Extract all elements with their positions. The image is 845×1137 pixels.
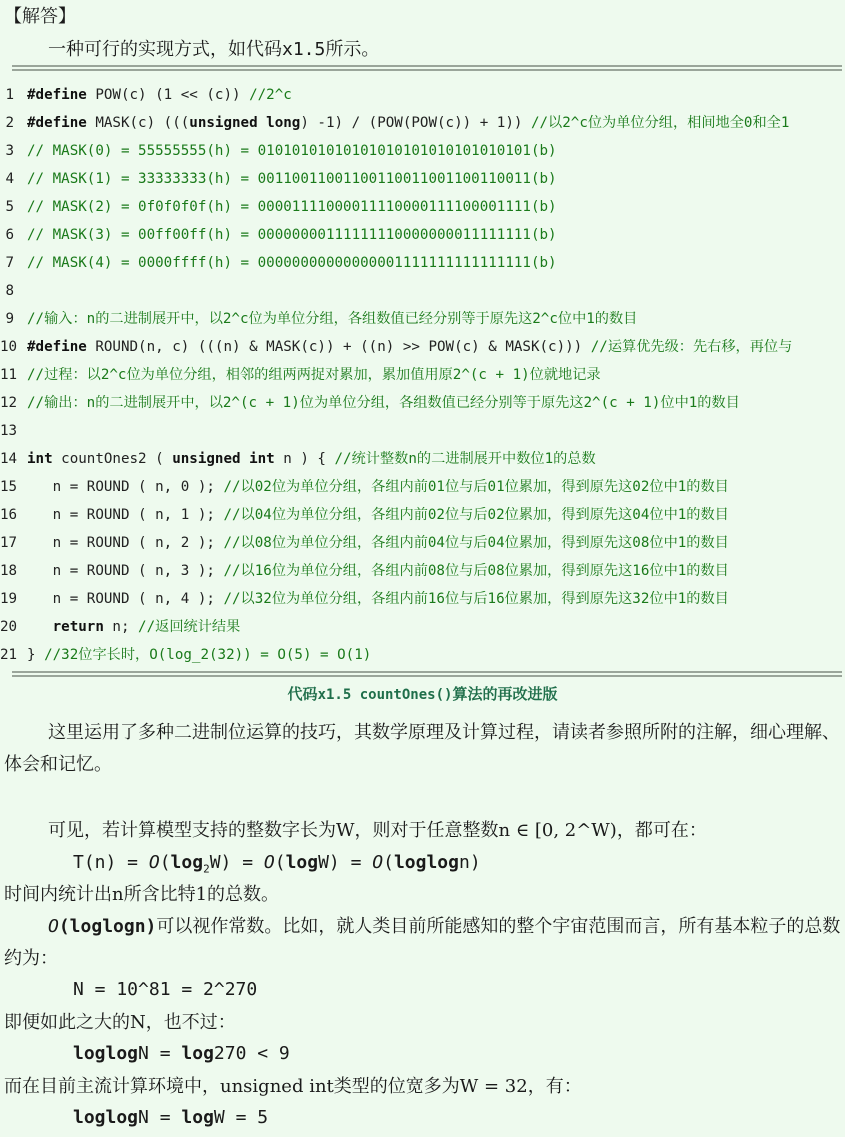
paragraph-6: 而在目前主流计算环境中，unsigned int类型的位宽多为W = 32，有： <box>4 1076 582 1097</box>
paragraph-2: 可见，若计算模型支持的整数字长为W，则对于任意整数n ∈ [0, 2^W)，都可在： <box>48 820 707 841</box>
line-number: 14 <box>0 451 18 467</box>
code-line <box>0 389 845 417</box>
line-number: 8 <box>5 283 14 299</box>
code-text: // MASK(1) = 33333333(h) = 00110011001100110011001100110011(b) <box>27 171 557 187</box>
formula-4: loglogN = logW = 5 <box>73 1107 269 1128</box>
code-line <box>0 221 845 249</box>
code-text: //输出：n的二进制展开中，以2^(c + 1)位为单位分组，各组数值已经分别等于原先这2^(c + 1)位中1的数目 <box>27 395 740 411</box>
code-line <box>0 305 845 333</box>
code-line <box>0 193 845 221</box>
caption-post: 算法的再改进版 <box>452 685 558 703</box>
intro-text <box>48 37 379 63</box>
line-number: 16 <box>0 507 18 523</box>
code-line <box>0 501 845 529</box>
code-line <box>0 613 845 641</box>
line-number: 15 <box>0 479 18 495</box>
line-number: 6 <box>5 227 14 243</box>
code-line <box>0 361 845 389</box>
code-text: return n; //返回统计结果 <box>52 619 241 635</box>
line-number: 20 <box>0 619 18 635</box>
code-text: // MASK(2) = 0f0f0f0f(h) = 00001111000011110000111100001111(b) <box>27 199 557 215</box>
line-number: 4 <box>5 171 14 187</box>
code-text: n = ROUND ( n, 1 ); //以04位为单位分组，各组内前02位与后02位累加，得到原先这04位中1的数目 <box>27 507 729 523</box>
code-text: #define POW(c) (1 << (c)) //2^c <box>27 87 292 103</box>
answer-heading: 【解答】 <box>4 6 76 27</box>
paragraph-5: 即便如此之大的N，也不过： <box>4 1012 236 1033</box>
code-text: // MASK(0) = 55555555(h) = 01010101010101010101010101010101(b) <box>27 143 557 159</box>
intro-code-ref: x1.5 <box>282 39 326 60</box>
code-line <box>0 417 845 445</box>
code-text: n = ROUND ( n, 2 ); //以08位为单位分组，各组内前04位与后04位累加，得到原先这08位中1的数目 <box>27 535 729 551</box>
formula-1: $T(n) = O(\log_2W) = O(\log W) = O(loglogn)$ <box>73 852 481 876</box>
intro-post: 所示。 <box>325 39 380 60</box>
code-line <box>0 529 845 557</box>
code-line <box>0 473 845 501</box>
paragraph-3: 时间内统计出n所含比特1的总数。 <box>4 884 280 905</box>
code-text: n = ROUND ( n, 0 ); //以02位为单位分组，各组内前01位与后01位累加，得到原先这02位中1的数目 <box>27 479 729 495</box>
caption-pre: 代码 <box>287 685 318 703</box>
line-number: 5 <box>5 199 14 215</box>
code-line <box>0 165 845 193</box>
code-line <box>0 333 845 361</box>
code-text: n = ROUND ( n, 4 ); //以32位为单位分组，各组内前16位与后16位累加，得到原先这32位中1的数目 <box>27 591 729 607</box>
code-listing <box>0 81 845 669</box>
code-text: int countOnes2 ( unsigned int n ) { //统计整数n的二进制展开中数位1的总数 <box>27 451 596 467</box>
paragraph-4: O(loglogn)可以视作常数。比如，就人类目前所能感知的整个宇宙范围而言，所有基本粒子的总数约为： <box>4 916 841 969</box>
line-number: 7 <box>5 255 14 271</box>
line-number: 3 <box>5 143 14 159</box>
code-text: // MASK(4) = 0000ffff(h) = 00000000000000001111111111111111(b) <box>27 255 557 271</box>
code-text: #define MASK(c) (((unsigned long) -1) / (POW(POW(c)) + 1)) //以2^c位为单位分组，相间地全0和全1 <box>27 115 790 131</box>
formula-2: N = 10^81 = 2^270 <box>73 979 258 1000</box>
code-text: } //32位字长时，O(log_2(32)) = O(5) = O(1) <box>27 647 372 663</box>
line-number: 19 <box>0 591 18 607</box>
code-line <box>0 81 845 109</box>
code-top-rule <box>12 65 842 71</box>
formula-3: loglogN = log270 < 9 <box>73 1043 290 1064</box>
code-line <box>0 249 845 277</box>
line-number: 21 <box>0 647 18 663</box>
code-text: n = ROUND ( n, 3 ); //以16位为单位分组，各组内前08位与后08位累加，得到原先这16位中1的数目 <box>27 563 729 579</box>
line-number: 2 <box>5 115 14 131</box>
line-number: 13 <box>0 423 18 439</box>
code-line <box>0 641 845 669</box>
line-number: 12 <box>0 395 18 411</box>
line-number: 18 <box>0 563 18 579</box>
code-bottom-rule <box>12 671 842 677</box>
code-text: #define ROUND(n, c) (((n) & MASK(c)) + ((n) >> POW(c) & MASK(c))) //运算优先级：先右移，再位与 <box>27 339 793 355</box>
line-number: 10 <box>0 339 18 355</box>
code-text: // MASK(3) = 00ff00ff(h) = 00000000111111110000000011111111(b) <box>27 227 557 243</box>
caption-num: x1.5 <box>317 687 352 703</box>
code-caption <box>0 683 845 704</box>
code-line <box>0 277 845 305</box>
paragraph-1: 这里运用了多种二进制位运算的技巧，其数学原理及计算过程，请读者参照所附的注解，细心理解、体会和记忆。 <box>4 722 840 775</box>
code-text: //输入：n的二进制展开中，以2^c位为单位分组，各组数值已经分别等于原先这2^c位中1的数目 <box>27 311 638 327</box>
line-number: 17 <box>0 535 18 551</box>
line-number: 9 <box>5 311 14 327</box>
intro-pre: 一种可行的实现方式，如代码 <box>48 39 282 60</box>
code-text: //过程：以2^c位为单位分组，相邻的组两两捉对累加，累加值用原2^(c + 1)位就地记录 <box>27 367 601 383</box>
code-line <box>0 585 845 613</box>
code-line <box>0 445 845 473</box>
line-number: 11 <box>0 367 18 383</box>
code-line <box>0 557 845 585</box>
caption-fn: countOnes() <box>351 687 453 703</box>
code-line <box>0 109 845 137</box>
line-number: 1 <box>5 87 14 103</box>
code-line <box>0 137 845 165</box>
